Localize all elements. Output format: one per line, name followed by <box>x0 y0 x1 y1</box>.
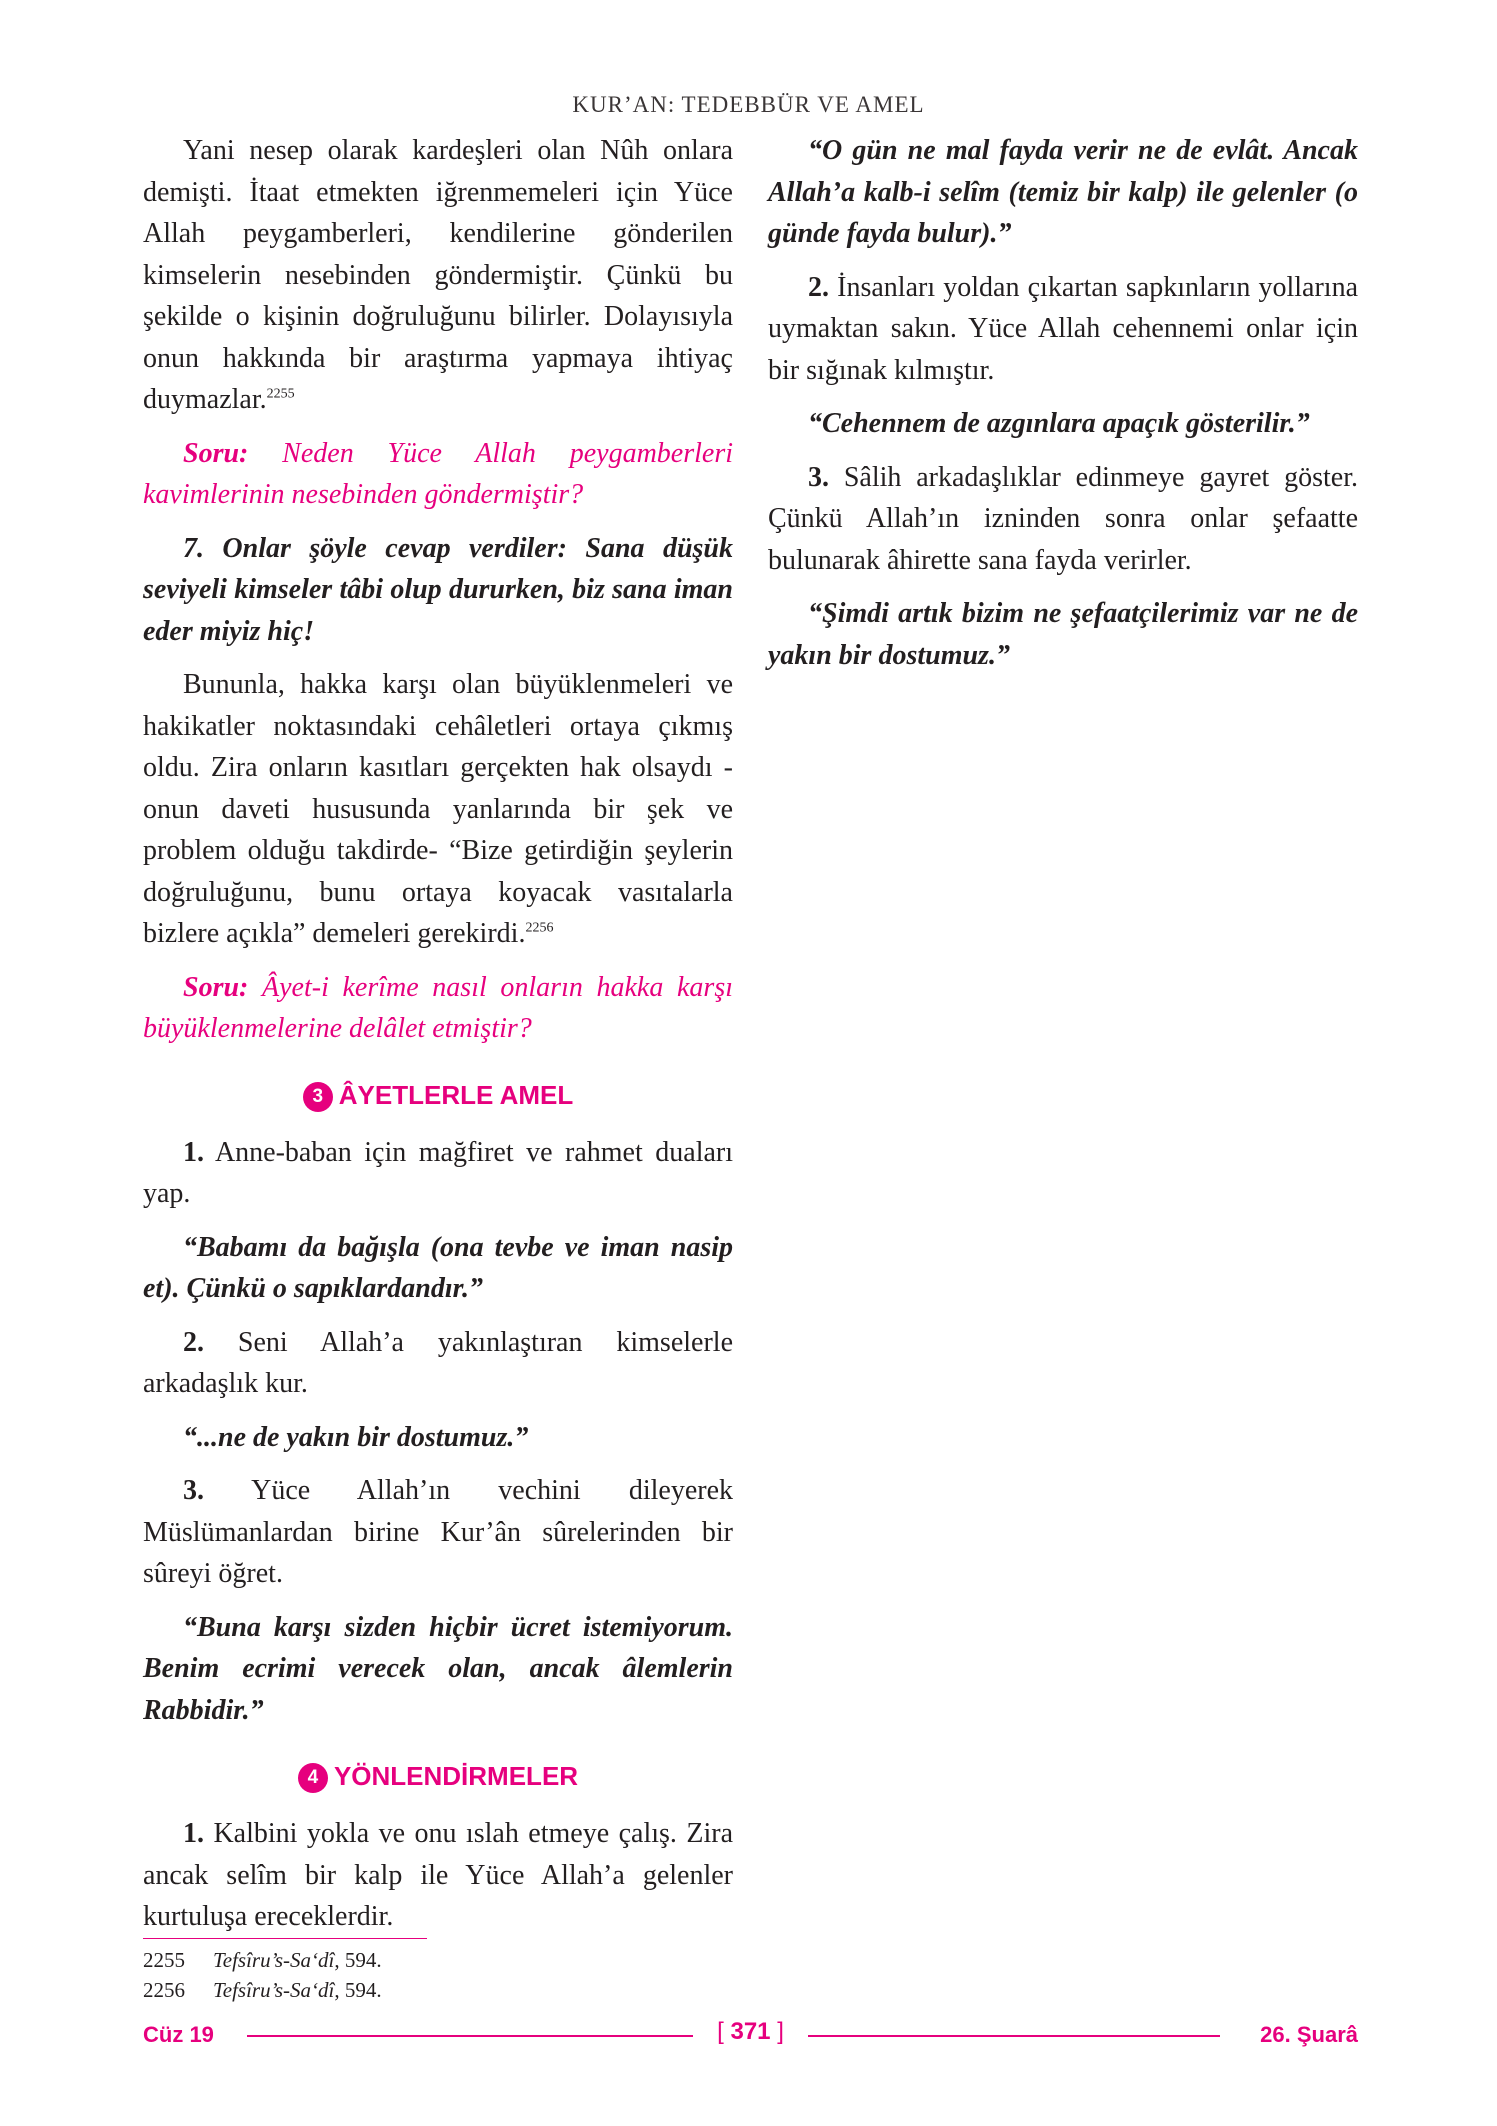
section-number-badge: 3 <box>303 1082 333 1112</box>
footnote-number: 2256 <box>143 1978 185 2002</box>
left-column <box>143 130 733 1938</box>
paragraph-1-text: Yani nesep olarak kardeşleri olan Nûh onlara demişti. İtaat etmekten iğrenmemeleri için Yüce Allah peygamberleri, kendilerine gönderilen kimselerin nesebinden göndermiştir. Çünkü bu şekilde o kişinin doğruluğunu bilirler. Dolayısıyla onun hakkında bir araştırma yapmaya ihtiyaç duymazlar. <box>143 135 733 415</box>
amel-item-3 <box>143 1470 733 1595</box>
question-1-label: Soru: <box>183 437 249 469</box>
question-2-label: Soru: <box>183 971 249 1003</box>
question-2-text: Âyet-i kerîme nasıl onların hakka karşı büyüklenmelerine delâlet etmiştir? <box>143 971 733 1044</box>
amel-item-1-quote: “Babamı da bağışla (ona tevbe ve iman nasip et). Çünkü o sapıklardandır.” <box>143 1231 733 1304</box>
page-number <box>703 2018 798 2046</box>
page-bracket-open: [ <box>717 2018 724 2045</box>
footer-rule-right <box>808 2035 1220 2037</box>
amel-item-1-text: Anne-baban için mağfiret ve rahmet duaları yap. <box>143 1136 733 1209</box>
running-header: KUR’AN: TEDEBBÜR VE AMEL <box>572 92 925 117</box>
right-quote-1: “O gün ne mal fayda verir ne de evlât. Ancak Allah’a kalb-i selîm (temiz bir kalp) ile gelenler (o günde fayda bulur).” <box>768 135 1358 249</box>
guidance-item-3-text: Sâlih arkadaşlıklar edinmeye gayret göster. Çünkü Allah’ın izninden sonra onlar şefaatte bulunarak âhirette sana fayda verirler. <box>768 461 1358 576</box>
footnote-ref-2256[interactable]: 2256 <box>525 920 554 936</box>
verse-7: 7. Onlar şöyle cevap verdiler: Sana düşük seviyeli kimseler tâbi olup dururken, biz sana iman eder miyiz hiç! <box>143 532 733 647</box>
guidance-item-2-text: İnsanları yoldan çıkartan sapkınların yollarına uymaktan sakın. Yüce Allah cehennemi onlar için bir sığınak kılmıştır. <box>768 271 1358 386</box>
section-4-title: YÖNLENDİRMELER <box>333 1761 579 1791</box>
paragraph-2 <box>143 664 733 955</box>
section-4-heading <box>143 1761 733 1793</box>
amel-item-2-text: Seni Allah’a yakınlaştıran kimselerle arkadaşlık kur. <box>143 1326 733 1399</box>
guidance-item-2 <box>768 267 1358 392</box>
page-number-value: 371 <box>730 2018 771 2045</box>
amel-item-2-quote: “...ne de yakın bir dostumuz.” <box>183 1421 529 1453</box>
amel-item-3-text: Yüce Allah’ın vechini dileyerek Müslümanlardan birine Kur’ân sûrelerinden bir sûreyi öğret. <box>143 1475 733 1589</box>
guidance-item-2-number: 2. <box>808 271 829 303</box>
guidance-item-1-number: 1. <box>183 1818 204 1849</box>
question-1-text: Neden Yüce Allah peygamberleri kavimlerinin nesebinden göndermiştir? <box>143 437 733 510</box>
right-quote-2: “Cehennem de azgınlara apaçık gösterilir.” <box>808 408 1310 439</box>
footnote-2256 <box>143 1975 382 2005</box>
question-2 <box>143 967 733 1050</box>
surah-label: 26. Şuarâ <box>1260 2022 1358 2047</box>
footnotes <box>143 1945 382 2005</box>
footnote-page: , 594. <box>334 1978 382 2002</box>
amel-item-1 <box>143 1132 733 1215</box>
footnote-number: 2255 <box>143 1948 185 1972</box>
amel-item-2 <box>143 1322 733 1405</box>
guidance-item-1 <box>143 1813 733 1938</box>
question-1 <box>143 433 733 516</box>
paragraph-2-text: Bununla, hakka karşı olan büyüklenmeleri ve hakikatler noktasındaki cehâletleri ortaya çıkmış oldu. Zira onların kasıtları gerçekten hak olsaydı -onun daveti hususunda yanlarında bir şek ve problem olduğu takdirde- “Bize getirdiğin şeylerin doğruluğunu, bunu ortaya koyacak vasıtalarla bizlere açıkla” demeleri gerekirdi. <box>143 669 733 949</box>
amel-item-3-quote: “Buna karşı sizden hiçbir ücret istemiyorum. Benim ecrimi verecek olan, ancak âlemlerin Rabbidir.” <box>143 1611 733 1726</box>
guidance-item-3-number: 3. <box>808 461 829 493</box>
footnote-page: , 594. <box>334 1948 382 1972</box>
footer-rule-left <box>247 2035 693 2037</box>
page-footer <box>143 2018 1358 2052</box>
guidance-item-1-text: Kalbini yokla ve onu ıslah etmeye çalış. Zira ancak selîm bir kalp ile Yüce Allah’a gelenler kurtuluşa ereceklerdir. <box>143 1818 733 1932</box>
juz-label: Cüz 19 <box>143 2022 214 2047</box>
section-3-title: ÂYETLERLE AMEL <box>338 1079 574 1110</box>
guidance-item-3 <box>768 457 1358 582</box>
section-3-heading <box>143 1080 733 1112</box>
footnote-divider <box>143 1938 427 1939</box>
page-bracket-close: ] <box>777 2018 784 2045</box>
amel-item-1-number: 1. <box>183 1136 204 1168</box>
footnote-ref-2255[interactable]: 2255 <box>266 386 295 402</box>
paragraph-1 <box>143 130 733 421</box>
section-number-badge: 4 <box>298 1763 328 1793</box>
footnote-2255 <box>143 1945 382 1975</box>
right-quote-3: “Şimdi artık bizim ne şefaatçilerimiz var ne de yakın bir dostumuz.” <box>768 598 1358 671</box>
right-column <box>768 130 1358 676</box>
amel-item-2-number: 2. <box>183 1326 204 1358</box>
footnote-work: Tefsîru’s-Sa‘dî <box>213 1978 335 2002</box>
amel-item-3-number: 3. <box>183 1475 204 1506</box>
footnote-work: Tefsîru’s-Sa‘dî <box>213 1948 335 1972</box>
